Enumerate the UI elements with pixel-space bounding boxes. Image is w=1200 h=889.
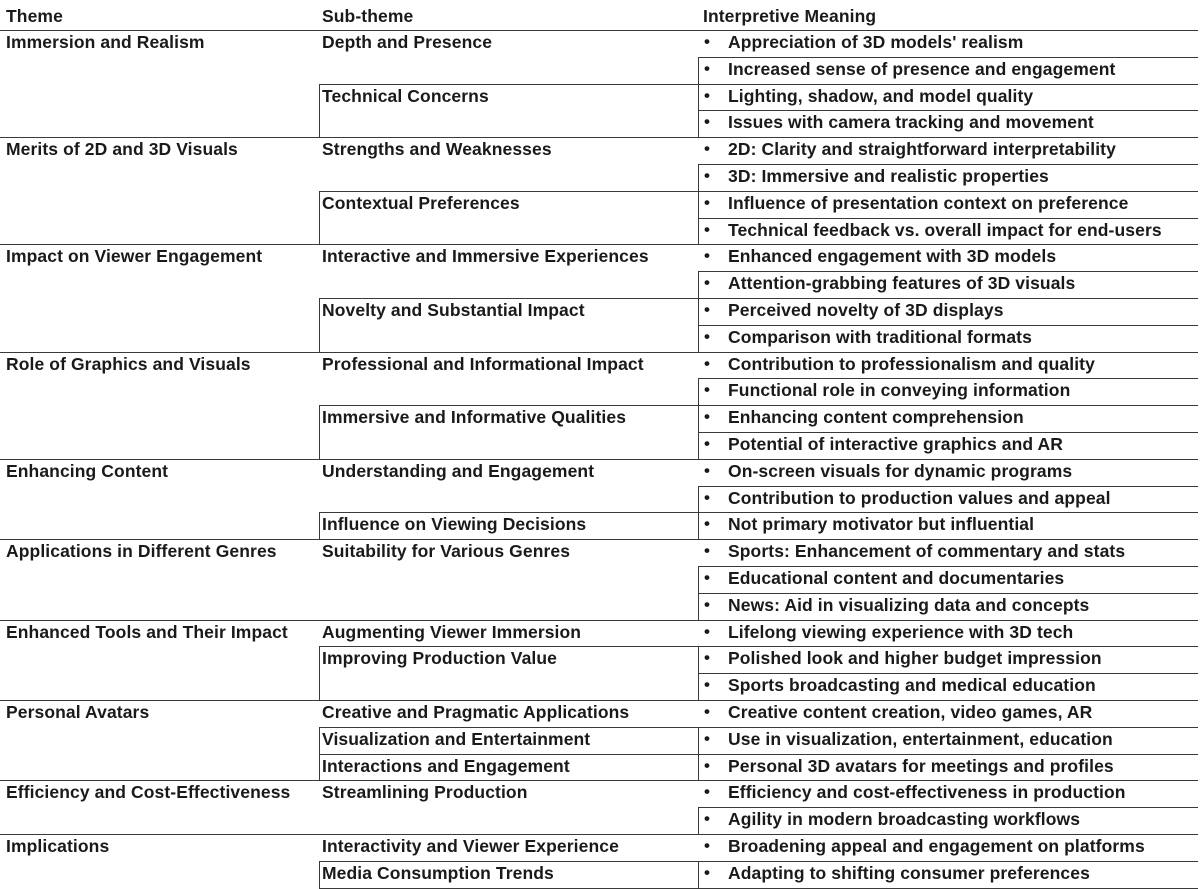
row-divider (319, 405, 1198, 406)
meaning-cell: Use in visualization, entertainment, education (728, 728, 1113, 749)
meaning-cell: Contribution to professionalism and quality (728, 353, 1095, 374)
bullet-icon: • (704, 300, 710, 319)
meaning-cell: Not primary motivator but influential (728, 514, 1035, 535)
row-divider (698, 271, 1198, 272)
theme-cell: Implications (6, 836, 110, 856)
subtheme-cell: Media Consumption Trends (322, 862, 554, 883)
bullet-icon: • (704, 407, 710, 427)
subtheme-cell: Interactivity and Viewer Experience (322, 836, 619, 856)
bullet-icon: • (704, 139, 710, 159)
column-divider (698, 110, 699, 137)
column-divider (698, 673, 699, 700)
bullet-icon: • (704, 58, 710, 78)
theme-cell: Efficiency and Cost-Effectiveness (6, 782, 291, 803)
row-divider (319, 754, 1198, 755)
bullet-icon: • (704, 594, 710, 614)
bullet-icon: • (704, 514, 710, 534)
column-divider (698, 754, 699, 781)
meaning-cell: Issues with camera tracking and movement (728, 112, 1094, 133)
column-divider (698, 218, 699, 245)
bullet-icon: • (704, 755, 710, 775)
column-divider (698, 164, 699, 191)
bullet-icon: • (704, 648, 710, 668)
meaning-cell: Polished look and higher budget impression (728, 648, 1102, 669)
meaning-cell: Efficiency and cost-effectiveness in production (728, 782, 1126, 803)
column-divider (698, 191, 699, 218)
subtheme-cell: Depth and Presence (322, 32, 493, 52)
column-divider (319, 325, 320, 352)
row-divider (698, 325, 1198, 326)
column-divider (698, 593, 699, 620)
theme-cell: Personal Avatars (6, 702, 150, 722)
column-divider (319, 110, 320, 137)
column-divider (319, 861, 320, 888)
row-divider (698, 807, 1198, 808)
header-subtheme: Sub-theme (322, 6, 414, 26)
meaning-cell: Personal 3D avatars for meetings and profiles (728, 755, 1114, 776)
column-divider (698, 486, 699, 513)
bullet-icon: • (704, 273, 710, 293)
header-meaning: Interpretive Meaning (703, 6, 877, 26)
column-divider (319, 191, 320, 218)
column-divider (698, 727, 699, 754)
bullet-icon: • (704, 862, 710, 882)
column-divider (319, 646, 320, 673)
subtheme-cell: Immersive and Informative Qualities (322, 407, 627, 428)
subtheme-cell: Professional and Informational Impact (322, 353, 644, 374)
row-divider (698, 110, 1198, 111)
subtheme-cell: Interactive and Immersive Experiences (322, 246, 649, 267)
meaning-cell: Contribution to production values and appeal (728, 487, 1111, 508)
meaning-cell: Increased sense of presence and engagement (728, 58, 1116, 79)
column-divider (319, 727, 320, 754)
row-divider (698, 673, 1198, 674)
column-divider (698, 861, 699, 888)
subtheme-cell: Suitability for Various Genres (322, 541, 571, 562)
bullet-icon: • (704, 809, 710, 829)
meaning-cell: Enhancing content comprehension (728, 407, 1024, 428)
meaning-cell: Influence of presentation context on preference (728, 192, 1129, 213)
bullet-icon: • (704, 353, 710, 373)
subtheme-cell: Visualization and Entertainment (322, 728, 591, 749)
theme-cell: Merits of 2D and 3D Visuals (6, 139, 238, 160)
bullet-icon: • (704, 85, 710, 105)
subtheme-cell: Improving Production Value (322, 648, 557, 669)
meaning-cell: 3D: Immersive and realistic properties (728, 166, 1049, 186)
subtheme-cell: Creative and Pragmatic Applications (322, 702, 630, 722)
bullet-icon: • (704, 675, 710, 695)
header-theme: Theme (6, 6, 63, 26)
row-divider (698, 57, 1198, 58)
bullet-icon: • (704, 728, 710, 748)
row-divider (319, 727, 1198, 728)
bullet-icon: • (704, 192, 710, 212)
row-divider (0, 137, 1198, 138)
column-divider (698, 646, 699, 673)
row-divider (0, 834, 1198, 835)
theme-cell: Enhancing Content (6, 460, 169, 481)
row-divider (0, 539, 1198, 540)
column-divider (698, 271, 699, 298)
column-divider (698, 566, 699, 593)
bullet-icon: • (704, 621, 710, 641)
bullet-icon: • (704, 166, 710, 185)
bullet-icon: • (704, 112, 710, 132)
row-divider (698, 593, 1198, 594)
row-divider (319, 512, 1198, 513)
column-divider (319, 298, 320, 325)
meaning-cell: Sports broadcasting and medical education (728, 675, 1096, 696)
meaning-cell: Perceived novelty of 3D displays (728, 300, 1004, 320)
column-divider (319, 754, 320, 781)
subtheme-cell: Technical Concerns (322, 85, 489, 106)
row-divider (319, 84, 1198, 85)
row-divider (698, 378, 1198, 379)
theme-cell: Immersion and Realism (6, 32, 205, 52)
meaning-cell: Comparison with traditional formats (728, 326, 1032, 347)
meaning-cell: News: Aid in visualizing data and concepts (728, 594, 1090, 615)
bullet-icon: • (704, 541, 710, 561)
subtheme-cell: Streamlining Production (322, 782, 528, 803)
meaning-cell: On-screen visuals for dynamic programs (728, 460, 1073, 481)
column-divider (698, 325, 699, 352)
subtheme-cell: Influence on Viewing Decisions (322, 514, 587, 535)
column-divider (698, 57, 699, 84)
meaning-cell: 2D: Clarity and straightforward interpretability (728, 139, 1116, 160)
column-divider (319, 432, 320, 459)
column-divider (698, 405, 699, 432)
column-divider (698, 84, 699, 111)
column-divider (698, 807, 699, 834)
column-divider (319, 673, 320, 700)
meaning-cell: Functional role in conveying information (728, 380, 1071, 401)
meaning-cell: Attention-grabbing features of 3D visuals (728, 273, 1076, 294)
meaning-cell: Enhanced engagement with 3D models (728, 246, 1057, 267)
subtheme-cell: Interactions and Engagement (322, 755, 570, 776)
column-divider (698, 298, 699, 325)
meaning-cell: Lifelong viewing experience with 3D tech (728, 621, 1074, 642)
meaning-cell: Educational content and documentaries (728, 568, 1065, 588)
theme-cell: Impact on Viewer Engagement (6, 246, 263, 267)
meaning-cell: Agility in modern broadcasting workflows (728, 809, 1081, 830)
subtheme-cell: Contextual Preferences (322, 192, 520, 213)
meaning-cell: Potential of interactive graphics and AR (728, 434, 1063, 454)
row-divider (319, 646, 1198, 647)
meaning-cell: Lighting, shadow, and model quality (728, 85, 1034, 106)
bullet-icon: • (704, 32, 710, 51)
row-divider (319, 191, 1198, 192)
theme-cell: Applications in Different Genres (6, 541, 277, 562)
bullet-icon: • (704, 219, 710, 239)
row-divider (319, 298, 1198, 299)
bullet-icon: • (704, 836, 710, 855)
row-divider (0, 780, 1198, 781)
meaning-cell: Broadening appeal and engagement on platforms (728, 836, 1145, 856)
header-divider (0, 30, 1198, 31)
meaning-cell: Technical feedback vs. overall impact for end-users (728, 219, 1162, 240)
bullet-icon: • (704, 487, 710, 507)
subtheme-cell: Novelty and Substantial Impact (322, 300, 585, 320)
subtheme-cell: Augmenting Viewer Immersion (322, 621, 582, 642)
row-divider (698, 164, 1198, 165)
bullet-icon: • (704, 702, 710, 721)
column-divider (698, 512, 699, 539)
row-divider (698, 432, 1198, 433)
column-divider (698, 432, 699, 459)
row-divider (0, 459, 1198, 460)
bullet-icon: • (704, 568, 710, 587)
row-divider (319, 861, 1198, 862)
bullet-icon: • (704, 380, 710, 400)
subtheme-cell: Strengths and Weaknesses (322, 139, 552, 160)
row-divider (698, 566, 1198, 567)
column-divider (319, 84, 320, 111)
bullet-icon: • (704, 434, 710, 453)
subtheme-cell: Understanding and Engagement (322, 460, 595, 481)
bullet-icon: • (704, 246, 710, 266)
row-divider (698, 218, 1198, 219)
theme-cell: Enhanced Tools and Their Impact (6, 621, 288, 642)
row-divider (0, 620, 1198, 621)
column-divider (319, 405, 320, 432)
theme-cell: Role of Graphics and Visuals (6, 353, 251, 374)
row-divider (0, 700, 1198, 701)
bullet-icon: • (704, 782, 710, 802)
meaning-cell: Adapting to shifting consumer preferences (728, 862, 1090, 883)
column-divider (319, 512, 320, 539)
meaning-cell: Creative content creation, video games, AR (728, 702, 1093, 722)
row-divider (0, 244, 1198, 245)
meaning-cell: Appreciation of 3D models' realism (728, 32, 1024, 52)
row-divider (698, 486, 1198, 487)
meaning-cell: Sports: Enhancement of commentary and stats (728, 541, 1126, 562)
bullet-icon: • (704, 460, 710, 480)
column-divider (319, 218, 320, 245)
row-divider (0, 352, 1198, 353)
column-divider (698, 378, 699, 405)
bullet-icon: • (704, 326, 710, 346)
